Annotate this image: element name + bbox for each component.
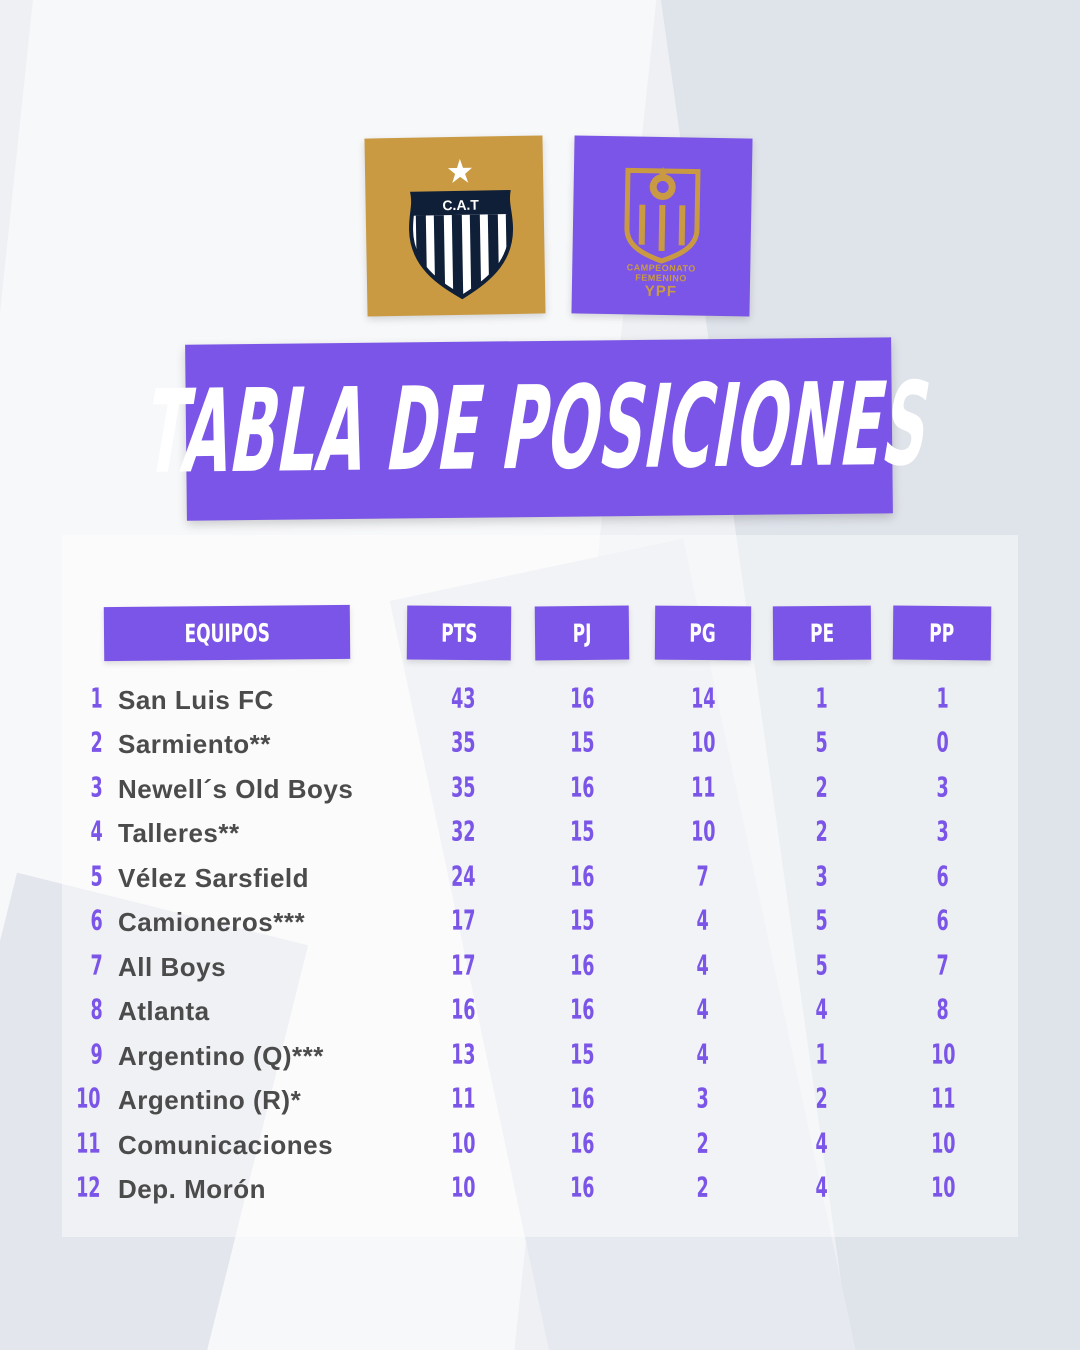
league-logo xyxy=(571,135,752,316)
played-value: 15 xyxy=(569,816,595,848)
table-row xyxy=(0,1123,1080,1167)
points-value: 35 xyxy=(450,727,476,759)
lost-value: 6 xyxy=(936,905,950,937)
drawn-value: 2 xyxy=(815,816,829,848)
position-number: 4 xyxy=(90,816,103,848)
points-value: 35 xyxy=(450,772,476,804)
table-row xyxy=(0,856,1080,900)
drawn-value: 5 xyxy=(815,950,829,982)
club-logo xyxy=(364,135,545,316)
points-value: 17 xyxy=(450,950,476,982)
points-value: 11 xyxy=(450,1083,476,1115)
played-value: 16 xyxy=(569,861,595,893)
position-number: 12 xyxy=(76,1172,101,1204)
table-row xyxy=(0,678,1080,722)
lost-value: 10 xyxy=(930,1128,956,1160)
drawn-value: 4 xyxy=(815,1128,829,1160)
points-value: 24 xyxy=(450,861,476,893)
table-row xyxy=(0,945,1080,989)
position-number: 3 xyxy=(90,772,103,804)
lost-value: 3 xyxy=(936,816,950,848)
svg-text:C.A.T: C.A.T xyxy=(442,196,480,214)
column-header-pts: PTS xyxy=(407,606,511,661)
league-name-line: FEMENINO xyxy=(635,272,687,284)
column-header-pe: PE xyxy=(773,606,871,661)
played-value: 16 xyxy=(569,994,595,1026)
team-name: Comunicaciones xyxy=(118,1130,334,1160)
lost-value: 10 xyxy=(930,1172,956,1204)
drawn-value: 1 xyxy=(815,1039,829,1071)
drawn-value: 5 xyxy=(815,727,829,759)
lost-value: 3 xyxy=(936,772,950,804)
table-row xyxy=(0,1167,1080,1211)
league-sponsor: YPF xyxy=(644,282,678,301)
club-crest-icon xyxy=(364,135,545,316)
table-row xyxy=(0,989,1080,1033)
position-number: 1 xyxy=(90,683,103,715)
lost-value: 1 xyxy=(936,683,950,715)
team-name: Newell´s Old Boys xyxy=(118,774,354,804)
page-title: TABLA DE POSICIONES xyxy=(136,358,942,500)
points-value: 13 xyxy=(450,1039,476,1071)
position-number: 5 xyxy=(90,861,103,893)
played-value: 16 xyxy=(569,1128,595,1160)
position-number: 6 xyxy=(90,905,103,937)
title-banner xyxy=(136,337,942,520)
won-value: 7 xyxy=(696,861,710,893)
played-value: 16 xyxy=(569,683,595,715)
lost-value: 10 xyxy=(930,1039,956,1071)
team-name: Vélez Sarsfield xyxy=(118,863,310,893)
drawn-value: 4 xyxy=(815,1172,829,1204)
drawn-value: 5 xyxy=(815,905,829,937)
lost-value: 7 xyxy=(936,950,950,982)
column-header-pg: PG xyxy=(655,606,751,661)
won-value: 3 xyxy=(696,1083,710,1115)
won-value: 11 xyxy=(690,772,716,804)
points-value: 10 xyxy=(450,1172,476,1204)
table-row xyxy=(0,811,1080,855)
points-value: 43 xyxy=(450,683,476,715)
lost-value: 6 xyxy=(936,861,950,893)
drawn-value: 1 xyxy=(815,683,829,715)
team-name: Dep. Morón xyxy=(118,1174,266,1204)
won-value: 4 xyxy=(696,994,710,1026)
played-value: 16 xyxy=(569,1083,595,1115)
table-row xyxy=(0,767,1080,811)
played-value: 15 xyxy=(569,727,595,759)
team-name: Camioneros*** xyxy=(118,907,306,937)
played-value: 16 xyxy=(569,1172,595,1204)
position-number: 9 xyxy=(90,1039,103,1071)
team-name: San Luis FC xyxy=(118,685,274,715)
team-name: Atlanta xyxy=(118,996,210,1026)
table-row xyxy=(0,722,1080,766)
table-row xyxy=(0,1034,1080,1078)
column-header-equipos: EQUIPOS xyxy=(104,605,350,661)
team-name: Sarmiento** xyxy=(118,729,271,759)
position-number: 11 xyxy=(76,1128,101,1160)
lost-value: 8 xyxy=(936,994,950,1026)
table-row xyxy=(0,1078,1080,1122)
drawn-value: 2 xyxy=(815,1083,829,1115)
played-value: 16 xyxy=(569,772,595,804)
team-name: Argentino (R)* xyxy=(118,1085,302,1115)
lost-value: 0 xyxy=(936,727,950,759)
points-value: 17 xyxy=(450,905,476,937)
position-number: 7 xyxy=(90,950,103,982)
won-value: 2 xyxy=(696,1172,710,1204)
won-value: 10 xyxy=(690,727,716,759)
played-value: 16 xyxy=(569,950,595,982)
won-value: 4 xyxy=(696,905,710,937)
column-header-pp: PP xyxy=(893,605,992,660)
points-value: 32 xyxy=(450,816,476,848)
team-name: All Boys xyxy=(118,952,227,982)
won-value: 14 xyxy=(690,683,716,715)
points-value: 10 xyxy=(450,1128,476,1160)
played-value: 15 xyxy=(569,905,595,937)
team-name: Argentino (Q)*** xyxy=(118,1041,324,1071)
drawn-value: 4 xyxy=(815,994,829,1026)
points-value: 16 xyxy=(450,994,476,1026)
drawn-value: 3 xyxy=(815,861,829,893)
league-name-line: CAMPEONATO xyxy=(626,262,696,274)
won-value: 2 xyxy=(696,1128,710,1160)
table-row xyxy=(0,900,1080,944)
won-value: 4 xyxy=(696,1039,710,1071)
position-number: 2 xyxy=(90,727,103,759)
team-name: Talleres** xyxy=(118,818,240,848)
drawn-value: 2 xyxy=(815,772,829,804)
position-number: 10 xyxy=(76,1083,101,1115)
won-value: 4 xyxy=(696,950,710,982)
lost-value: 11 xyxy=(930,1083,956,1115)
won-value: 10 xyxy=(690,816,716,848)
position-number: 8 xyxy=(90,994,103,1026)
column-header-pj: PJ xyxy=(535,606,630,661)
played-value: 15 xyxy=(569,1039,595,1071)
